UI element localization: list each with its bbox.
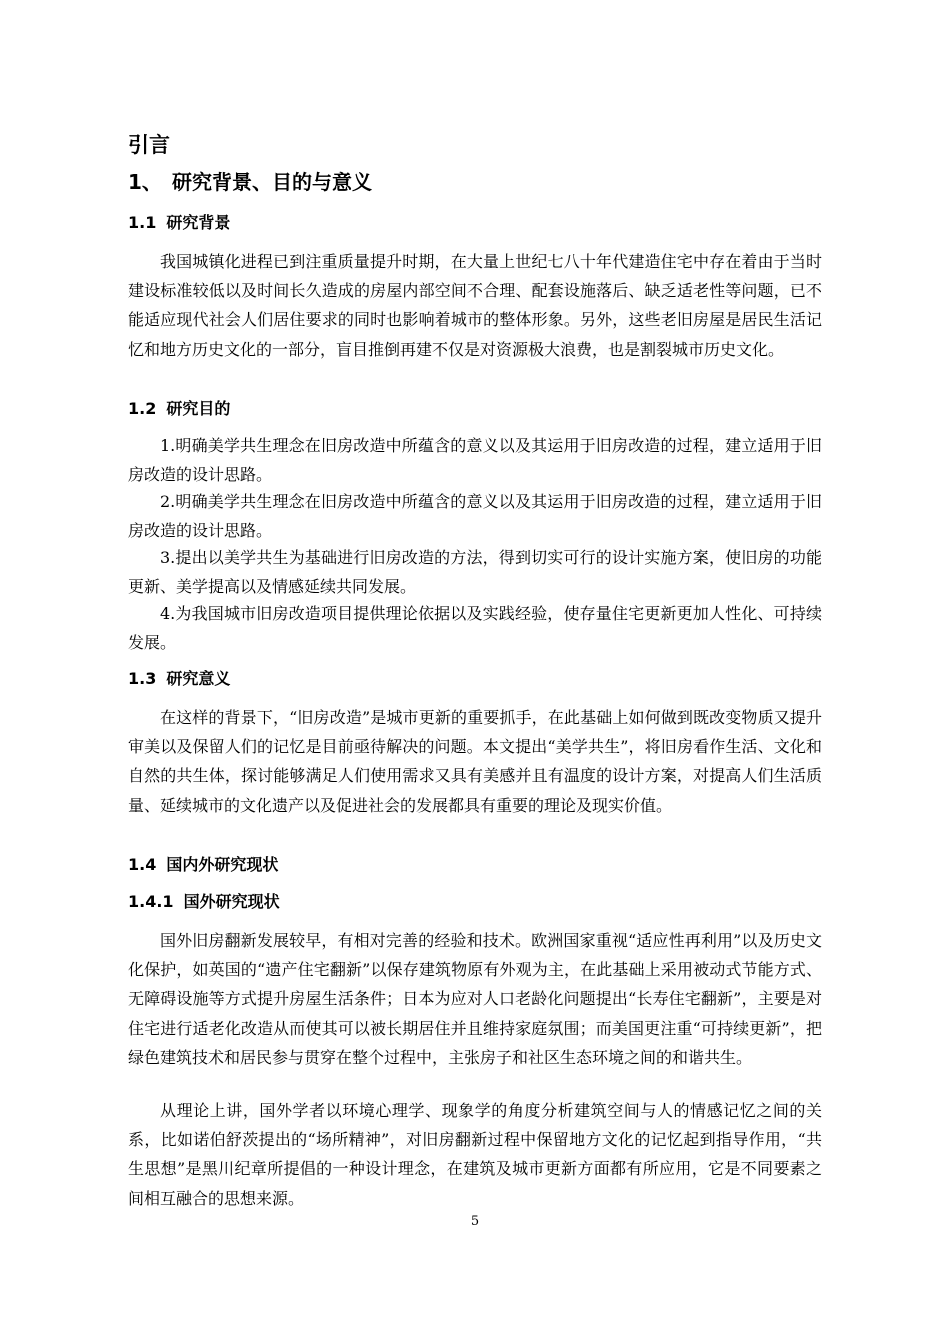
- section-1-1-number: 1.1: [128, 213, 157, 232]
- section-1-4-1-paragraph-2: 从理论上讲，国外学者以环境心理学、现象学的角度分析建筑空间与人的情感记忆之间的关系，比如诺伯舒茨提出的“场所精神”，对旧房翻新过程中保留地方文化的记忆起到指导作用，“共生思想”是黑川纪章所提倡的一种设计理念，在建筑及城市更新方面都有所应用，它是不同要素之间相互融合的思想来源。: [128, 1101, 822, 1208]
- section-1-4-1-heading: [128, 890, 280, 914]
- objective-item-1: 1.明确美学共生理念在旧房改造中所蕴含的意义以及其运用于旧房改造的过程，建立适用于旧房改造的设计思路。: [128, 436, 822, 485]
- section-1-3-title: 研究意义: [166, 669, 231, 688]
- section-1-3-number: 1.3: [128, 669, 157, 688]
- objective-item-4: 4.为我国城市旧房改造项目提供理论依据以及实践经验，使存量住宅更新更加人性化、可持续发展。: [128, 604, 822, 653]
- section-1-4-heading: [128, 853, 278, 877]
- section-1-4-1-number: 1.4.1: [128, 892, 174, 911]
- section-1-number: 1、: [128, 170, 162, 194]
- section-1-2-number: 1.2: [128, 399, 157, 418]
- page-number: 5: [470, 1214, 480, 1229]
- section-1-title: 研究背景、目的与意义: [172, 170, 372, 194]
- section-1-4-number: 1.4: [128, 855, 157, 874]
- section-1-1-title: 研究背景: [166, 213, 231, 232]
- objective-item-3: 3.提出以美学共生为基础进行旧房改造的方法，得到切实可行的设计实施方案，使旧房的功能更新、美学提高以及情感延续共同发展。: [128, 548, 822, 597]
- section-1-4-1-title: 国外研究现状: [183, 892, 280, 911]
- section-1-4-title: 国内外研究现状: [166, 855, 279, 874]
- section-1-3-paragraph: 在这样的背景下，“旧房改造”是城市更新的重要抓手，在此基础上如何做到既改变物质又提升审美以及保留人们的记忆是目前亟待解决的问题。本文提出“美学共生”，将旧房看作生活、文化和自然的共生体，探讨能够满足人们使用需求又具有美感并且有温度的设计方案，对提高人们生活质量、延续城市的文化遗产以及促进社会的发展都具有重要的理论及现实价值。: [128, 708, 822, 815]
- section-1-2-title: 研究目的: [166, 399, 231, 418]
- section-1-1-heading: [128, 211, 230, 235]
- section-1-4-1-paragraph-1: 国外旧房翻新发展较早，有相对完善的经验和技术。欧洲国家重视“适应性再利用”以及历史文化保护，如英国的“遗产住宅翻新”以保存建筑物原有外观为主，在此基础上采用被动式节能方式、无障碍设施等方式提升房屋生活条件；日本为应对人口老龄化问题提出“长寿住宅翻新”，主要是对住宅进行适老化改造从而使其可以被长期居住并且维持家庭氛围；而美国更注重“可持续更新”，把绿色建筑技术和居民参与贯穿在整个过程中，主张房子和社区生态环境之间的和谐共生。: [128, 931, 822, 1067]
- section-1-1-paragraph: 我国城镇化进程已到注重质量提升时期，在大量上世纪七八十年代建造住宅中存在着由于当时建设标准较低以及时间长久造成的房屋内部空间不合理、配套设施落后、缺乏适老性等问题，已不能适应现代社会人们居住要求的同时也影响着城市的整体形象。另外，这些老旧房屋是居民生活记忆和地方历史文化的一部分，盲目推倒再建不仅是对资源极大浪费，也是割裂城市历史文化。: [128, 252, 822, 359]
- section-1-2-heading: [128, 397, 230, 421]
- section-1-3-heading: [128, 667, 230, 691]
- intro-heading: 引言: [128, 133, 170, 157]
- section-1-heading: [128, 167, 372, 197]
- objective-item-2: 2.明确美学共生理念在旧房改造中所蕴含的意义以及其运用于旧房改造的过程，建立适用于旧房改造的设计思路。: [128, 492, 822, 541]
